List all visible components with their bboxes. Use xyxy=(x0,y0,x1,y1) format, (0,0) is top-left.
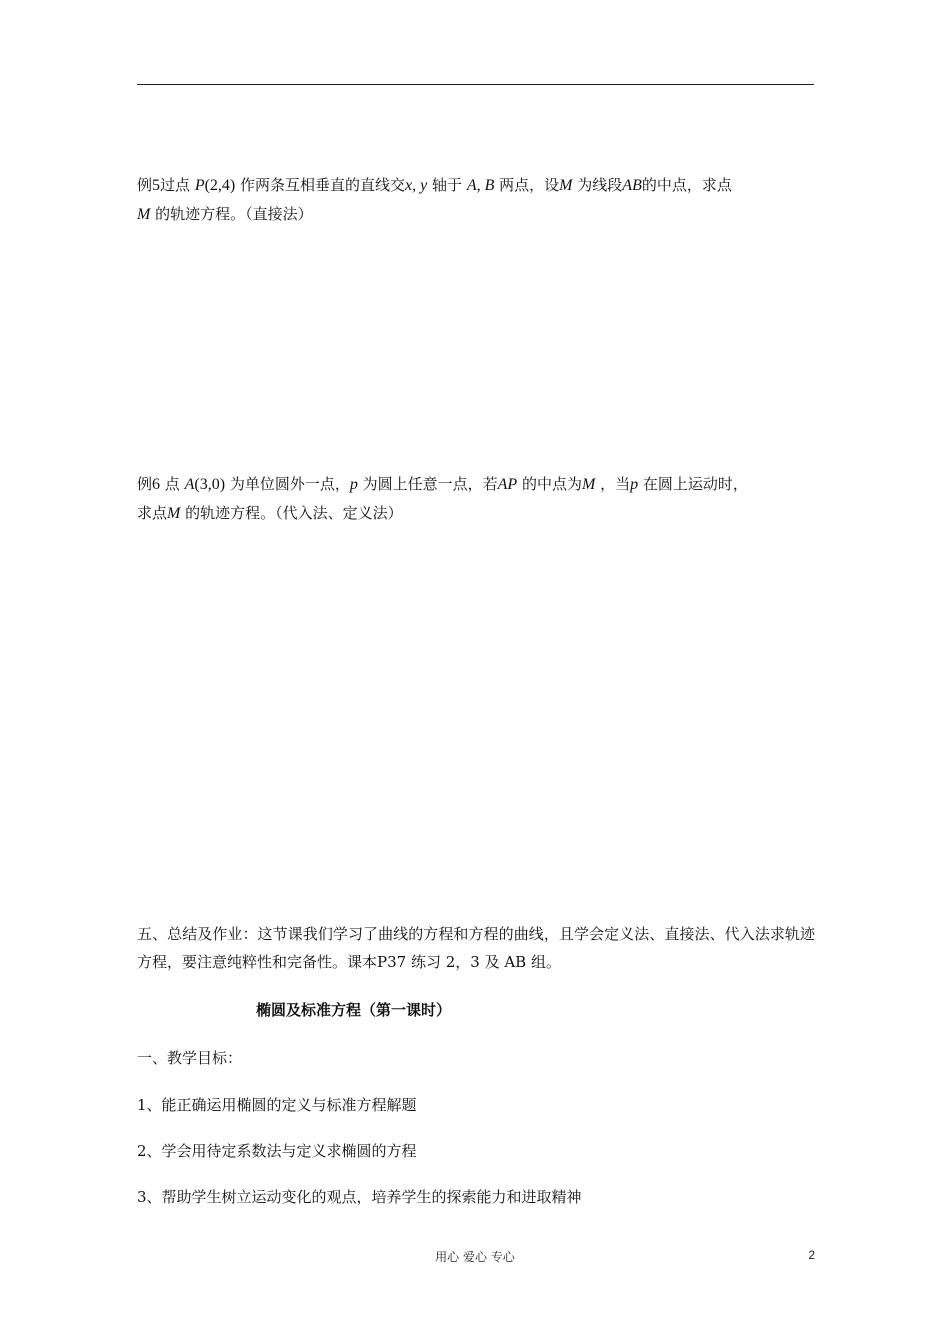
objective-2: 2、学会用待定系数法与定义求椭圆的方程 xyxy=(137,1142,417,1160)
text: 例 xyxy=(137,475,153,493)
text: 为线段 xyxy=(577,176,623,194)
page-number: 2 xyxy=(808,1248,815,1262)
text: 求点 xyxy=(137,504,168,522)
text: 轴于 xyxy=(432,176,463,194)
text: 的中点，求点 xyxy=(641,176,732,194)
math-coordinates: (3,0) xyxy=(194,476,226,493)
text: 的轨迹方程。（代入法、定义法） xyxy=(185,504,403,522)
math-axes: x, y xyxy=(405,177,428,194)
example-5 xyxy=(137,171,817,229)
math-point-P: P xyxy=(194,177,205,194)
math-point-M: M xyxy=(559,177,573,194)
math-point-A: A xyxy=(184,476,195,493)
text: ，当 xyxy=(600,475,631,493)
summary-paragraph: 五、总结及作业：这节课我们学习了曲线的方程和方程的曲线，且学会定义法、直接法、代入法求轨迹方程，要注意纯粹性和完备性。课本P37 练习 2，3 及 AB 组。 xyxy=(137,925,815,971)
example-number: 6 xyxy=(152,476,161,493)
objective-1: 1、能正确运用椭圆的定义与标准方程解题 xyxy=(137,1096,417,1114)
text: 两点，设 xyxy=(499,176,560,194)
teaching-objectives-heading: 一、教学目标： xyxy=(137,1049,243,1067)
text: 在圆上运动时， xyxy=(642,475,748,493)
example-6 xyxy=(137,470,817,528)
example-6-line-2 xyxy=(137,499,817,528)
objective-3: 3、帮助学生树立运动变化的观点，培养学生的探索能力和进取精神 xyxy=(137,1188,582,1206)
text: 为圆上任意一点，若 xyxy=(362,475,498,493)
text: 作两条互相垂直的直线交 xyxy=(240,176,406,194)
example-number: 5 xyxy=(152,177,161,194)
text: 的轨迹方程。（直接法） xyxy=(155,205,313,223)
math-coordinates: (2,4) xyxy=(204,177,236,194)
section-title: 椭圆及标准方程（第一课时） xyxy=(256,1001,452,1019)
math-point-M: M xyxy=(167,505,181,522)
math-point-M: M xyxy=(137,206,151,223)
math-segment-AB: AB xyxy=(622,177,642,194)
math-point-p: p xyxy=(630,476,639,493)
page-footer: 用心 爱心 专心 xyxy=(435,1250,515,1264)
example-5-line-1 xyxy=(137,171,817,200)
text: 点 xyxy=(164,475,180,493)
text: 例 xyxy=(137,176,153,194)
example-5-line-2 xyxy=(137,200,817,229)
math-points-AB: A, B xyxy=(466,177,495,194)
math-point-p: p xyxy=(349,476,358,493)
example-6-line-1 xyxy=(137,470,817,499)
text: 过点 xyxy=(160,176,191,194)
header-rule xyxy=(137,84,814,85)
text: 为单位圆外一点， xyxy=(229,475,350,493)
math-point-M: M xyxy=(581,476,596,493)
math-segment-AP: AP xyxy=(497,476,518,493)
text: 的中点为 xyxy=(521,475,582,493)
